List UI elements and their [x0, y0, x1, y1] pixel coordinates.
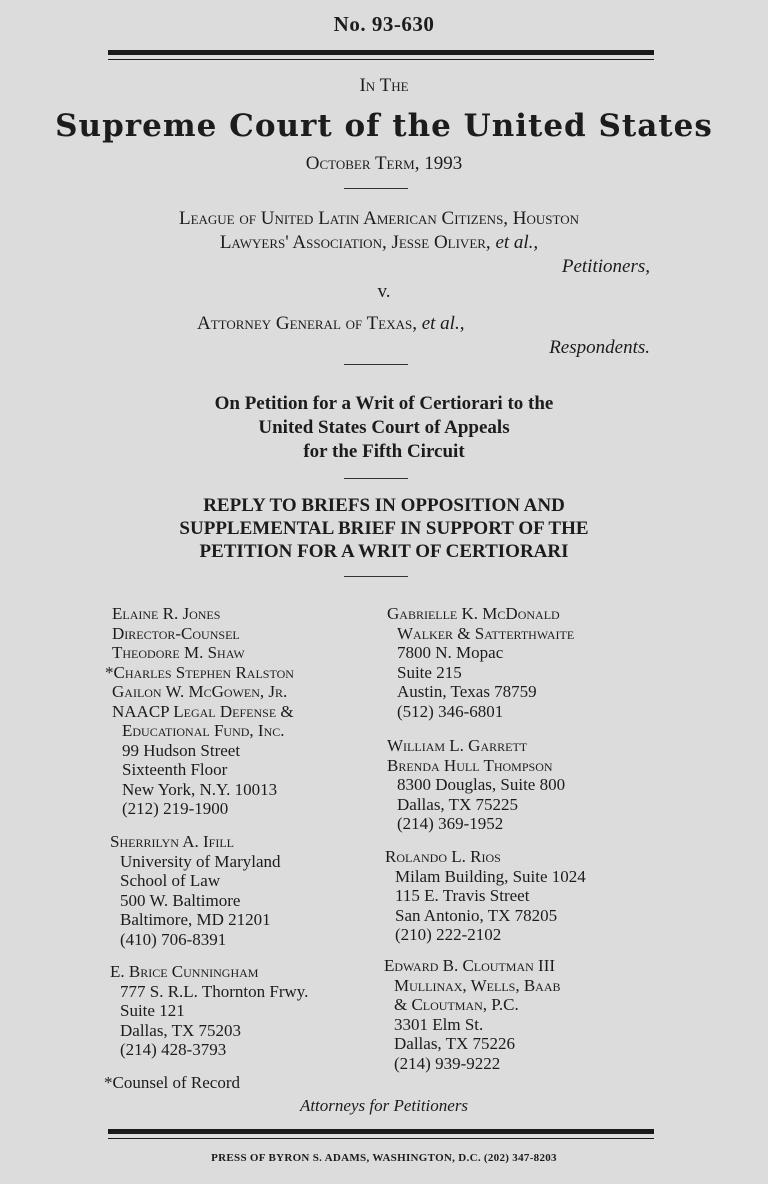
counsel-name: William L. Garrett: [387, 736, 528, 755]
counsel-name: Elaine R. Jones: [112, 604, 221, 623]
counsel-block-left-2: [110, 832, 281, 949]
counsel-phone: (410) 706-8391: [120, 929, 227, 949]
counsel-org: NAACP Legal Defense &: [112, 701, 294, 721]
counsel-address: Milam Building, Suite 1024: [395, 866, 586, 886]
counsel-address: 115 E. Travis Street: [395, 886, 530, 905]
counsel-address: Dallas, TX 75203: [120, 1020, 242, 1040]
divider-rule: [344, 478, 408, 479]
counsel-org: Mullinax, Wells, Baab: [394, 975, 561, 995]
bottom-rule-thick: [108, 1129, 654, 1134]
counsel-name: Brenda Hull Thompson: [387, 755, 553, 775]
petition-line-2: United States Court of Appeals: [258, 417, 510, 438]
counsel-phone: (210) 222-2102: [395, 925, 502, 944]
petition-line-1: On Petition for a Writ of Certiorari to the: [214, 393, 554, 414]
counsel-org: University of Maryland: [120, 851, 281, 871]
counsel-block-right-1: [387, 604, 574, 721]
counsel-name: E. Brice Cunningham: [110, 962, 259, 981]
term-line: October Term, 1993: [305, 153, 463, 174]
court-name: Supreme Court of the United States: [55, 108, 713, 144]
counsel-name: Sherrilyn A. Ifill: [110, 832, 234, 851]
counsel-block-right-4: [384, 956, 561, 1073]
counsel-address: 7800 N. Mopac: [397, 643, 504, 662]
counsel-org: Educational Fund, Inc.: [122, 721, 285, 740]
petitioners-line-2: [104, 231, 654, 255]
counsel-org: Walker & Satterthwaite: [397, 623, 575, 643]
counsel-block-right-2: [387, 736, 565, 834]
attorneys-for-petitioners: Attorneys for Petitioners: [299, 1096, 469, 1115]
title-line-3: PETITION FOR A WRIT OF CERTIORARI: [199, 541, 569, 562]
counsel-address: Dallas, TX 75226: [394, 1034, 516, 1053]
divider-rule: [344, 188, 408, 189]
counsel-name: *Charles Stephen Ralston: [105, 662, 294, 682]
counsel-address: Suite 121: [120, 1001, 185, 1020]
in-the-heading: In The: [359, 75, 409, 96]
counsel-block-left-1: [105, 604, 294, 819]
top-rule-thick: [108, 50, 654, 55]
counsel-address: Sixteenth Floor: [122, 760, 228, 779]
counsel-address: 8300 Douglas, Suite 800: [397, 775, 566, 794]
respondents-name: Attorney General of Texas,: [197, 313, 417, 334]
counsel-address: 777 S. R.L. Thornton Frwy.: [120, 981, 309, 1001]
counsel-org: School of Law: [120, 871, 221, 890]
counsel-address: San Antonio, TX 78205: [395, 905, 558, 925]
counsel-phone: (212) 219-1900: [122, 799, 229, 818]
respondents-etal: et al.,: [421, 313, 465, 334]
counsel-address: 500 W. Baltimore: [120, 890, 241, 910]
petitioners-label: Petitioners,: [561, 256, 650, 277]
counsel-address: New York, N.Y. 10013: [122, 779, 278, 799]
counsel-of-record-note: *Counsel of Record: [104, 1073, 240, 1092]
counsel-block-right-3: [385, 847, 586, 945]
counsel-name: Gabrielle K. McDonald: [387, 604, 560, 623]
printer-footer: PRESS OF BYRON S. ADAMS, WASHINGTON, D.C. (202) 347-8203: [211, 1152, 557, 1164]
counsel-phone: (512) 346-6801: [397, 701, 504, 721]
petition-line-3: for the Fifth Circuit: [303, 441, 465, 462]
petitioners-names: Lawyers' Association, Jesse Oliver,: [219, 232, 491, 253]
bottom-rule-thin: [108, 1138, 654, 1139]
counsel-address: Baltimore, MD 21201: [120, 910, 271, 929]
petitioners-line-1: League of United Latin American Citizens, Houston: [178, 208, 580, 229]
respondents-line: [197, 312, 464, 336]
counsel-phone: (214) 369-1952: [397, 814, 504, 833]
docket-number: No. 93-630: [333, 12, 435, 36]
counsel-address: Suite 215: [397, 662, 462, 682]
counsel-block-left-3: [110, 962, 308, 1060]
counsel-address: 3301 Elm St.: [394, 1014, 484, 1034]
counsel-title: Director-Counsel: [112, 623, 240, 643]
respondents-label: Respondents.: [549, 337, 650, 358]
title-line-2: SUPPLEMENTAL BRIEF IN SUPPORT OF THE: [179, 518, 589, 539]
counsel-address: 99 Hudson Street: [122, 740, 241, 760]
counsel-name: Rolando L. Rios: [385, 847, 501, 866]
counsel-address: Dallas, TX 75225: [397, 794, 519, 814]
counsel-address: Austin, Texas 78759: [397, 682, 537, 701]
divider-rule: [344, 576, 408, 577]
counsel-phone: (214) 428-3793: [120, 1040, 227, 1059]
title-line-1: REPLY TO BRIEFS IN OPPOSITION AND: [203, 495, 565, 516]
divider-rule: [344, 364, 408, 365]
counsel-org: & Cloutman, P.C.: [394, 995, 519, 1014]
counsel-name: Theodore M. Shaw: [112, 643, 245, 662]
counsel-phone: (214) 939-9222: [394, 1053, 501, 1073]
versus: v.: [377, 281, 391, 302]
petitioners-etal: et al.,: [495, 232, 539, 253]
counsel-name: Gailon W. McGowen, Jr.: [112, 682, 288, 701]
top-rule-thin: [108, 59, 654, 60]
counsel-name: Edward B. Cloutman III: [384, 956, 556, 975]
